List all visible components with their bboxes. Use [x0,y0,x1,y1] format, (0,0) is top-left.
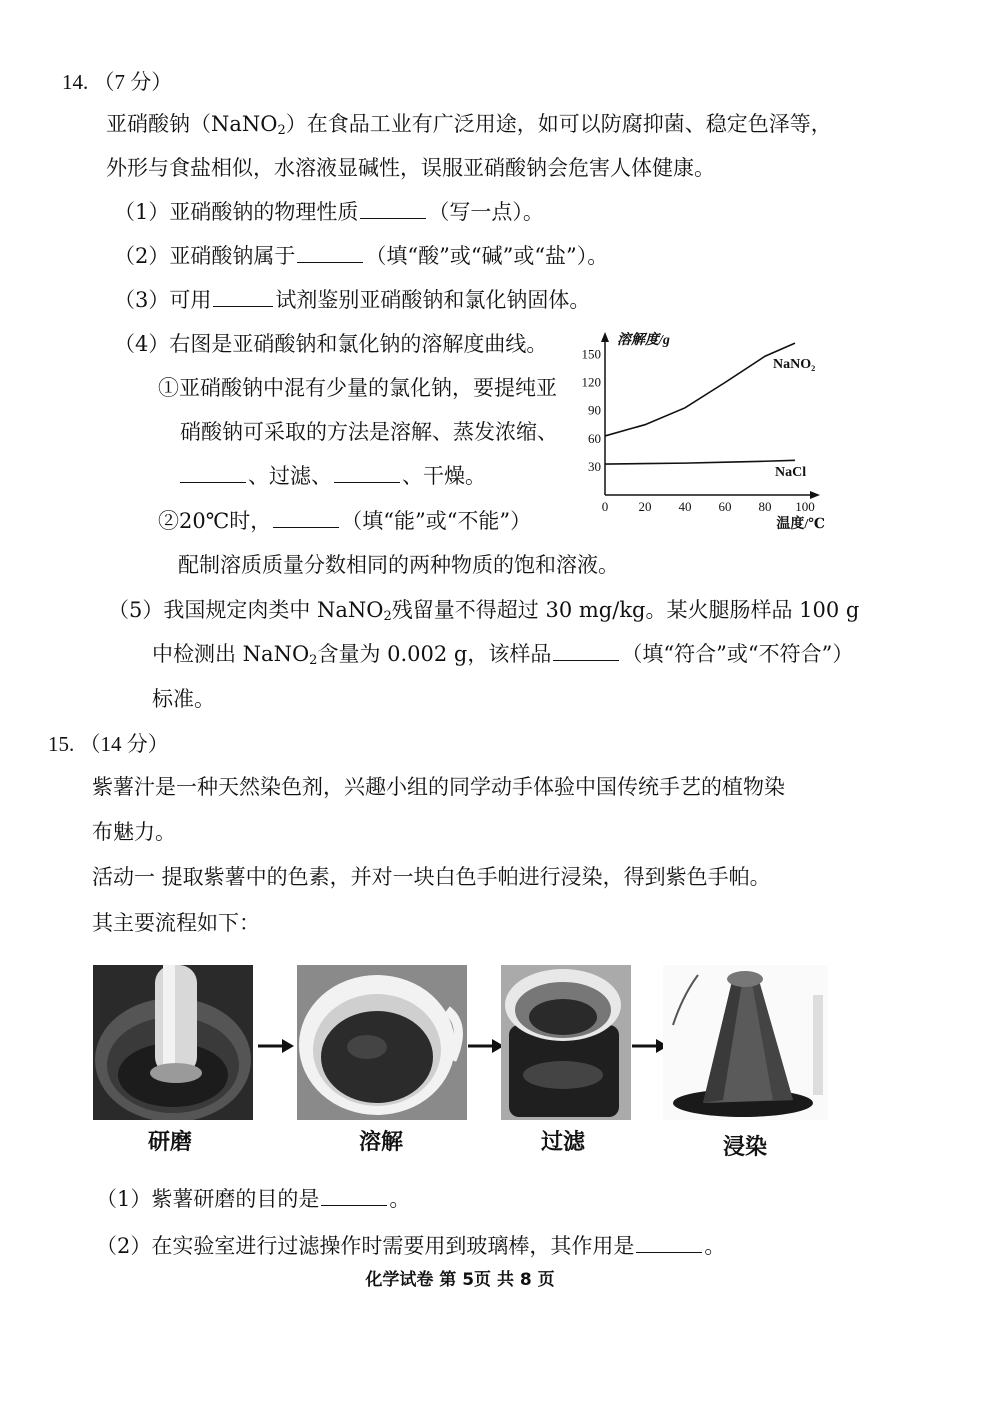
answer-blank[interactable] [321,1185,387,1206]
y-axis-label: 溶解度/g [617,333,670,348]
step-caption: 过滤 [541,1130,586,1155]
y-tick-label: 90 [588,402,601,418]
answer-blank[interactable] [273,507,339,528]
q14-part-5-line-3: 标准。 [152,687,215,711]
dissolving-photo [297,965,467,1120]
step-caption: 研磨 [148,1130,193,1155]
q14-part-4b-line-1: ②20℃时， （填“能”或“不能”） [158,509,532,533]
dyeing-photo [663,965,828,1120]
q15-part-2: （2）在实验室进行过滤操作时需要用到玻璃棒，其作用是 。 [96,1234,726,1258]
answer-blank[interactable] [297,242,363,263]
series-label: NaCl [775,465,807,480]
answer-blank[interactable] [334,462,400,483]
q14-intro-line-2: 外形与食盐相似，水溶液显碱性，误服亚硝酸钠会危害人体健康。 [106,156,715,180]
y-axis-arrow [601,332,609,342]
q14-part-5-line-1: （5）我国规定肉类中 NaNO$_2$残留量不得超过 30 mg/kg。某火腿肠样品 100 g [108,598,860,624]
q14-part-4: （4）右图是亚硝酸钠和氯化钠的溶解度曲线。 [114,332,548,356]
q15-part-1: （1）紫薯研磨的目的是 。 [96,1187,411,1211]
answer-blank[interactable] [213,286,273,307]
q14-intro-line-1: 亚硝酸钠（NaNO$_2$）在食品工业有广泛用途，如可以防腐抑菌、稳定色泽等， [106,112,832,138]
x-tick-label: 20 [638,499,652,514]
y-tick-label: 30 [588,458,601,474]
q14-part-2: （2）亚硝酸钠属于 （填“酸”或“碱”或“盐”）。 [114,244,609,268]
q15-flow-intro: 其主要流程如下： [92,911,260,935]
series-line-nano2 [605,343,795,436]
question-15-number: 15. （14 分） [48,732,169,756]
x-axis-label: 温度/℃ [776,517,825,532]
x-tick-label: 60 [718,499,732,514]
q14-part-4b-line-2: 配制溶质质量分数相同的两种物质的饱和溶液。 [178,553,619,577]
filtering-photo [501,965,631,1120]
x-tick-label: 80 [758,499,772,514]
y-tick-label: 60 [588,430,601,446]
grinding-photo [93,965,253,1120]
q14-part-4a-line-3: 、过滤、 、干燥。 [178,462,486,490]
step-caption: 浸染 [723,1135,768,1160]
answer-blank[interactable] [180,462,246,483]
arrow-right-icon [258,1037,294,1055]
y-tick-label: 120 [581,374,601,390]
page-footer: 化学试卷 第 5页 共 8 页 [365,1270,555,1290]
x-tick-label: 100 [795,499,815,514]
solubility-chart [575,330,835,535]
x-tick-label: 40 [678,499,692,514]
x-tick-label: 0 [601,499,609,514]
answer-blank[interactable] [553,640,619,661]
step-caption: 溶解 [359,1130,404,1155]
q15-activity-1: 活动一 提取紫薯中的色素，并对一块白色手帕进行浸染，得到紫色手帕。 [92,865,771,889]
q14-part-1: （1）亚硝酸钠的物理性质 （写一点）。 [114,200,544,224]
q14-part-3: （3）可用 试剂鉴别亚硝酸钠和氯化钠固体。 [114,288,591,312]
series-label: NaNO₂ [773,357,816,372]
question-14-number: 14. （7 分） [62,70,173,94]
y-tick-label: 150 [581,346,601,362]
series-line-nacl [605,460,795,464]
q14-part-4a-line-2: 硝酸钠可采取的方法是溶解、蒸发浓缩、 [180,420,558,444]
q15-intro-line-1: 紫薯汁是一种天然染色剂，兴趣小组的同学动手体验中国传统手艺的植物染 [92,775,785,799]
answer-blank[interactable] [636,1232,702,1253]
q15-intro-line-2: 布魅力。 [92,820,176,844]
q14-part-4a-line-1: ①亚硝酸钠中混有少量的氯化钠，要提纯亚 [158,376,557,400]
x-axis-arrow [810,491,820,499]
answer-blank[interactable] [360,198,426,219]
q14-part-5-line-2: 中检测出 NaNO$_2$含量为 0.002 g，该样品 （填“符合”或“不符合”） [152,642,854,668]
arrow-right-icon [468,1037,504,1055]
